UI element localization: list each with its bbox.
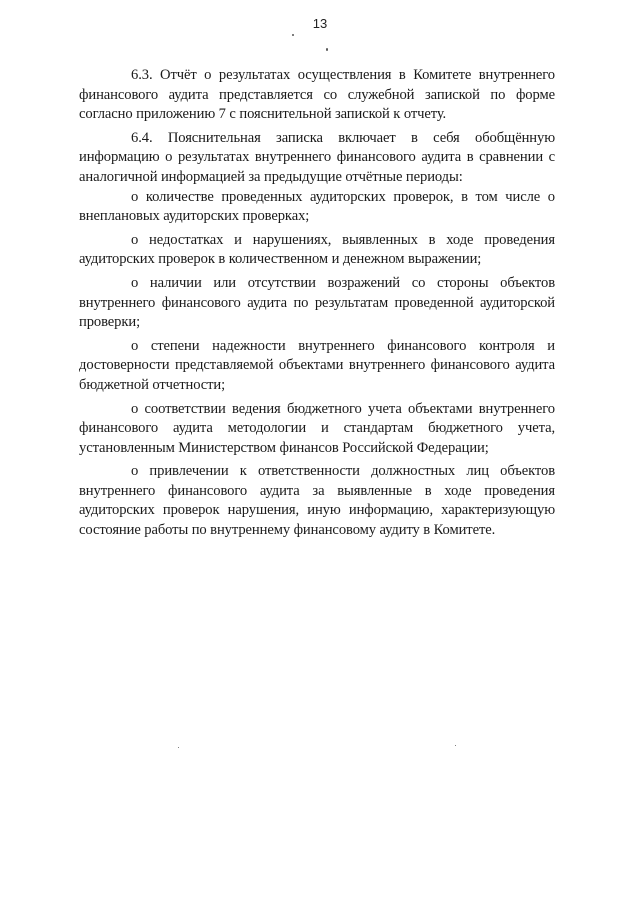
scan-speck	[455, 745, 456, 746]
list-item-objections: о наличии или отсутствии возражений со стороны объектов внутреннего финансового аудита по результатам проведенной аудиторской проверки;	[79, 274, 555, 331]
list-item-audit-count: о количестве проведенных аудиторских проверок, в том числе о внеплановых аудиторских проверках;	[79, 188, 555, 225]
list-item-reliability: о степени надежности внутреннего финансового контроля и достоверности представляемой объектами внутреннего финансового аудита бюджетной отчетности;	[79, 337, 555, 393]
page-number: 13	[312, 16, 328, 31]
scan-speck	[178, 747, 179, 748]
paragraph-6-3: 6.3. Отчёт о результатах осуществления в Комитете внутреннего финансового аудита представляется со служебной запиской по форме согласно приложению 7 с пояснительной запиской к отчету.	[79, 67, 555, 123]
scan-speck	[326, 48, 328, 51]
list-item-accounting-compliance: о соответствии ведения бюджетного учета объектами внутреннего финансового аудита методологии и стандартам бюджетного учета, установленным Министерством финансов Российской Федерации;	[79, 400, 555, 456]
document-body	[79, 66, 555, 541]
list-item-liability: о привлечении к ответственности должностных лиц объектов внутреннего финансового аудита за выявленные в ходе проведения аудиторских проверок нарушения, иную информацию, характеризующую состояние работы по внутреннему финансовому аудиту в Комитете.	[79, 463, 555, 539]
paragraph-6-4: 6.4. Пояснительная записка включает в себя обобщённую информацию о результатах внутреннего финансового аудита в сравнении с аналогичной информацией за предыдущие отчётные периоды:	[79, 129, 555, 185]
scan-speck	[292, 34, 294, 36]
list-item-violations: о недостатках и нарушениях, выявленных в ходе проведения аудиторских проверок в количественном и денежном выражении;	[79, 231, 555, 268]
